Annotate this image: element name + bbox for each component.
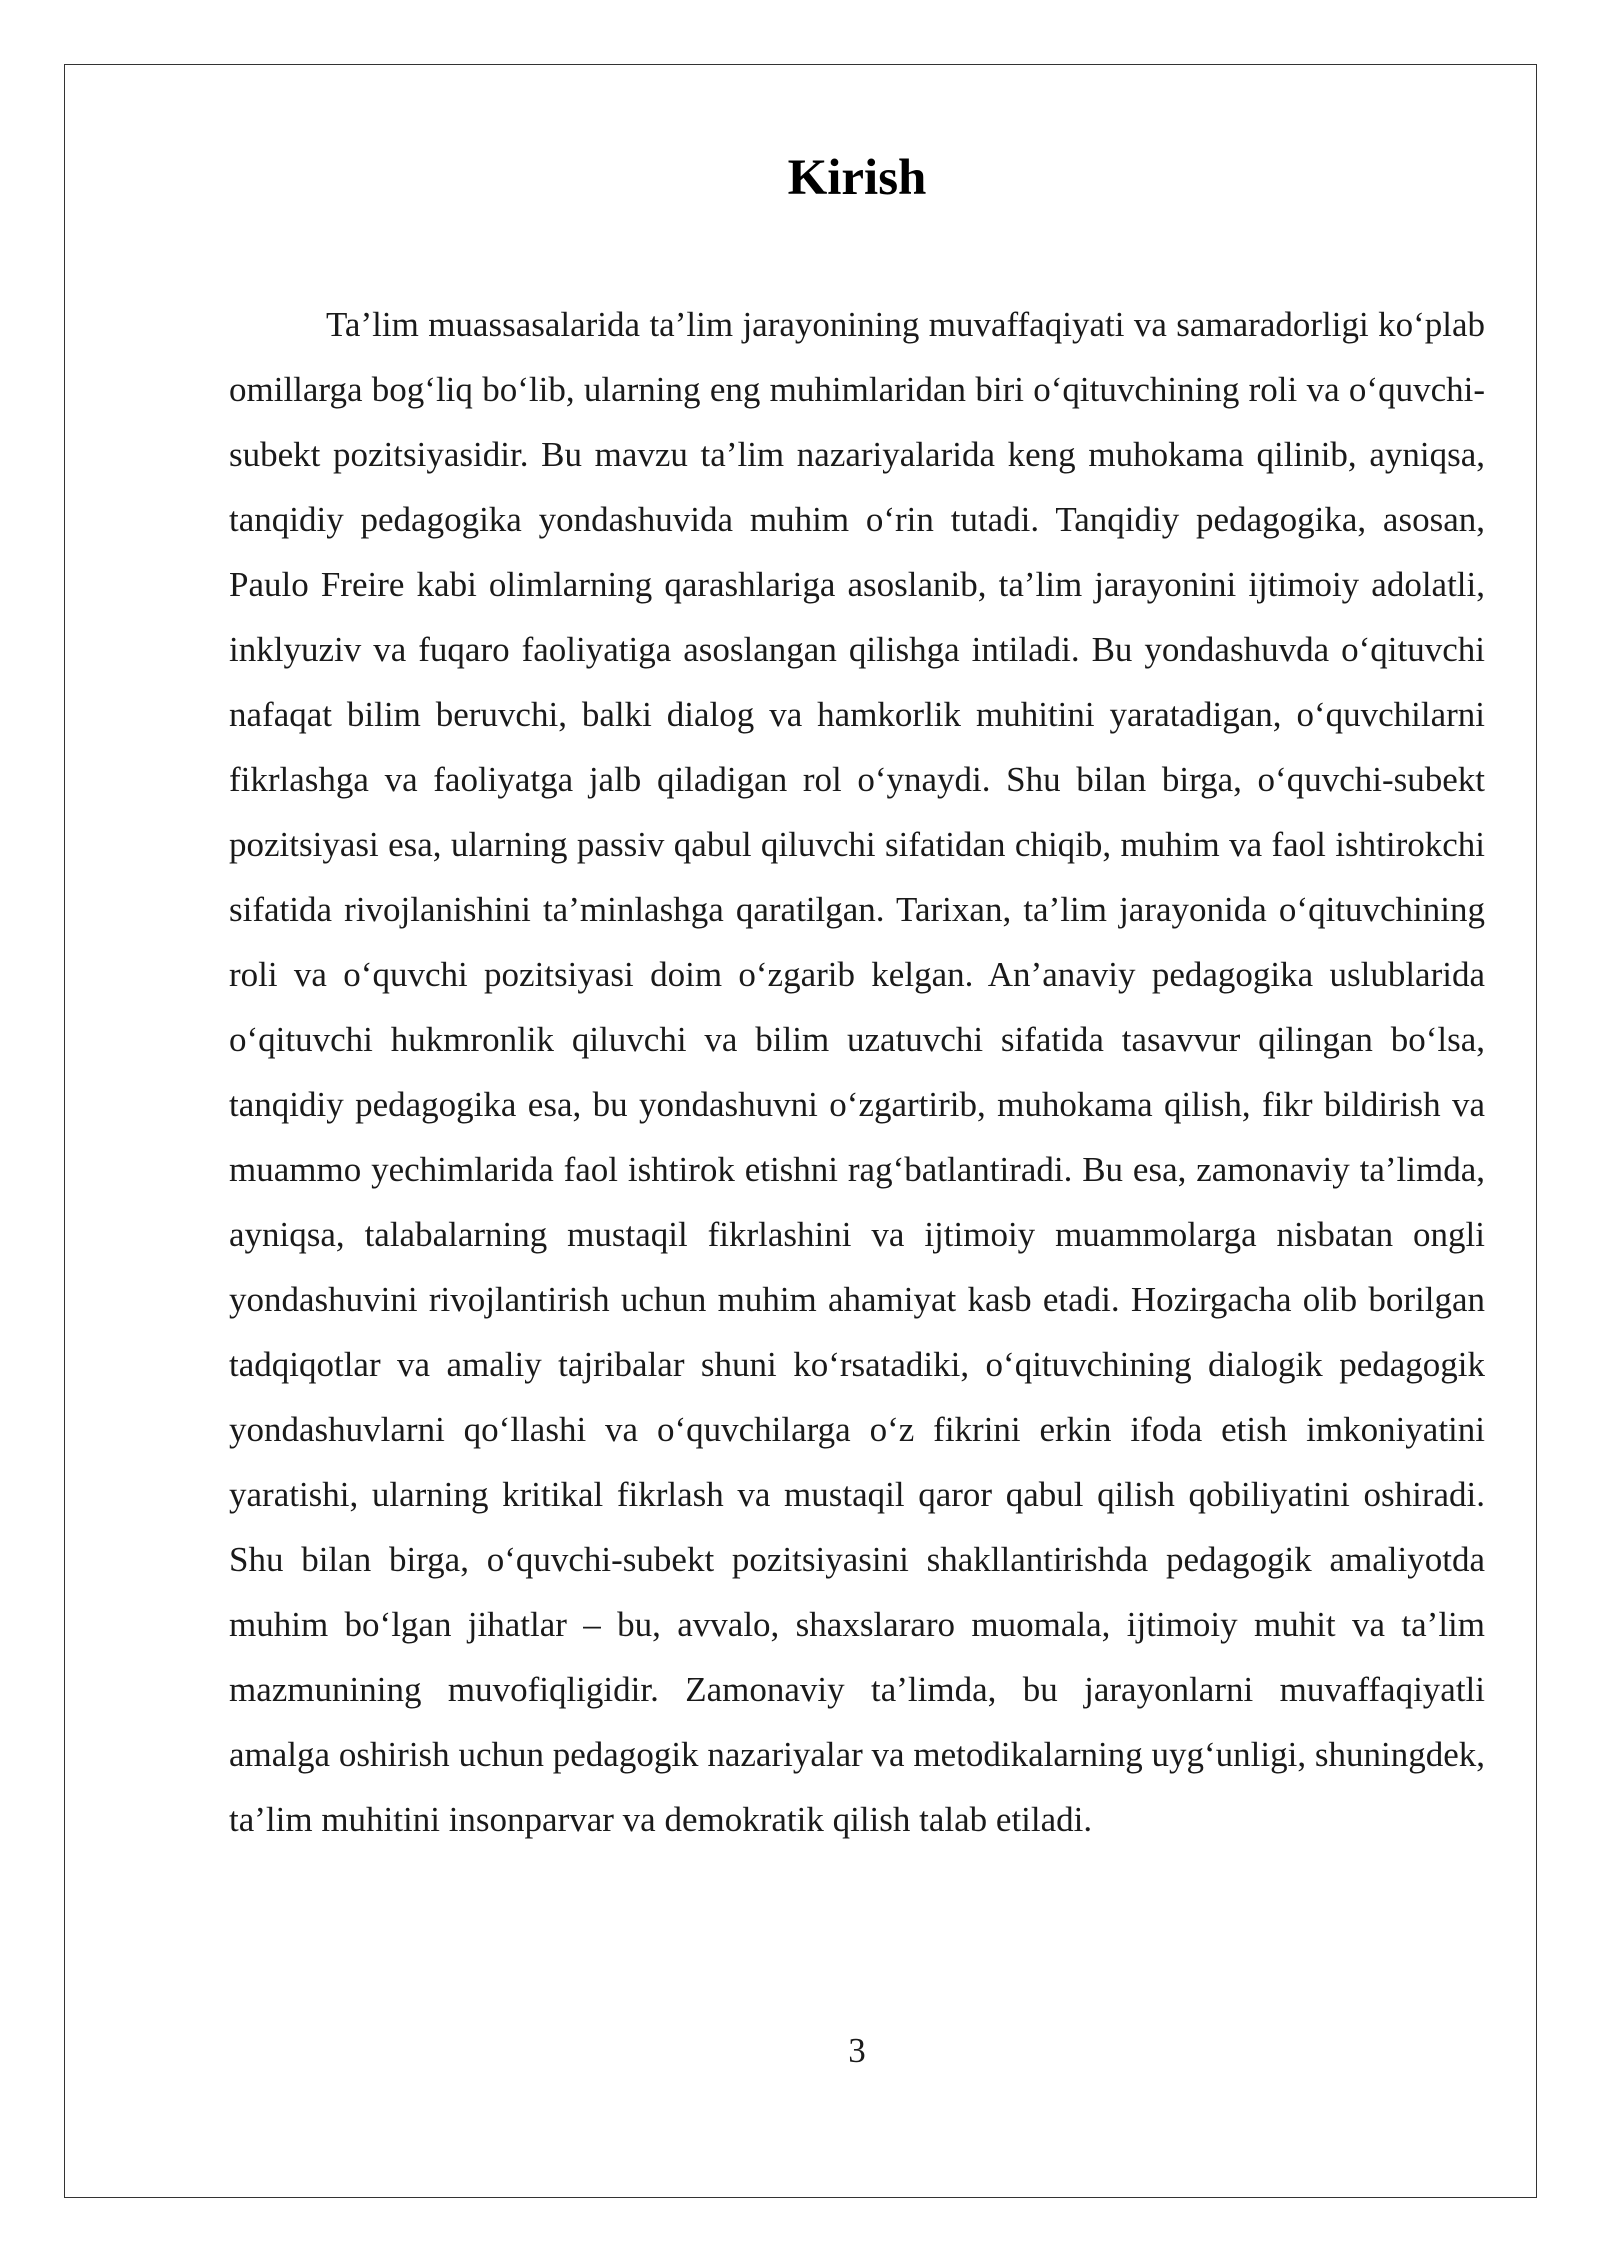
- body-paragraph: Ta’lim muassasalarida ta’lim jarayonining muvaffaqiyati va samaradorligi ko‘plab omillarga bog‘liq bo‘lib, ularning eng muhimlaridan biri o‘qituvchining roli va o‘quvchi-subekt pozitsiyasidir. Bu mavzu ta’lim nazariyalarida keng muhokama qilinib, ayniqsa, tanqidiy pedagogika yondashuvida muhim o‘rin tutadi. Tanqidiy pedagogika, asosan, Paulo Freire kabi olimlarning qarashlariga asoslanib, ta’lim jarayonini ijtimoiy adolatli, inklyuziv va fuqaro faoliyatiga asoslangan qilishga intiladi. Bu yondashuvda o‘qituvchi nafaqat bilim beruvchi, balki dialog va hamkorlik muhitini yaratadigan, o‘quvchilarni fikrlashga va faoliyatga jalb qiladigan rol o‘ynaydi. Shu bilan birga, o‘quvchi-subekt pozitsiyasi esa, ularning passiv qabul qiluvchi sifatidan chiqib, muhim va faol ishtirokchi sifatida rivojlanishini ta’minlashga qaratilgan. Tarixan, ta’lim jarayonida o‘qituvchining roli va o‘quvchi pozitsiyasi doim o‘zgarib kelgan. An’anaviy pedagogika uslublarida o‘qituvchi hukmronlik qiluvchi va bilim uzatuvchi sifatida tasavvur qilingan bo‘lsa, tanqidiy pedagogika esa, bu yondashuvni o‘zgartirib, muhokama qilish, fikr bildirish va muammo yechimlarida faol ishtirok etishni rag‘batlantiradi. Bu esa, zamonaviy ta’limda, ayniqsa, talabalarning mustaqil fikrlashini va ijtimoiy muammolarga nisbatan ongli yondashuvini rivojlantirish uchun muhim ahamiyat kasb etadi. Hozirgacha olib borilgan tadqiqotlar va amaliy tajribalar shuni ko‘rsatadiki, o‘qituvchining dialogik pedagogik yondashuvlarni qo‘llashi va o‘quvchilarga o‘z fikrini erkin ifoda etish imkoniyatini yaratishi, ularning kritikal fikrlash va mustaqil qaror qabul qilish qobiliyatini oshiradi. Shu bilan birga, o‘quvchi-subekt pozitsiyasini shakllantirishda pedagogik amaliyotda muhim bo‘lgan jihatlar – bu, avvalo, shaxslararo muomala, ijtimoiy muhit va ta’lim mazmunining muvofiqligidir. Zamonaviy ta’limda, bu jarayonlarni muvaffaqiyatli amalga oshirish uchun pedagogik nazariyalar va metodikalarning uyg‘unligi, shuningdek, ta’lim muhitini insonparvar va demokratik qilish talab etiladi.: [229, 305, 1485, 1839]
- page-title: Kirish: [787, 150, 927, 206]
- page-number: 3: [848, 2031, 866, 2070]
